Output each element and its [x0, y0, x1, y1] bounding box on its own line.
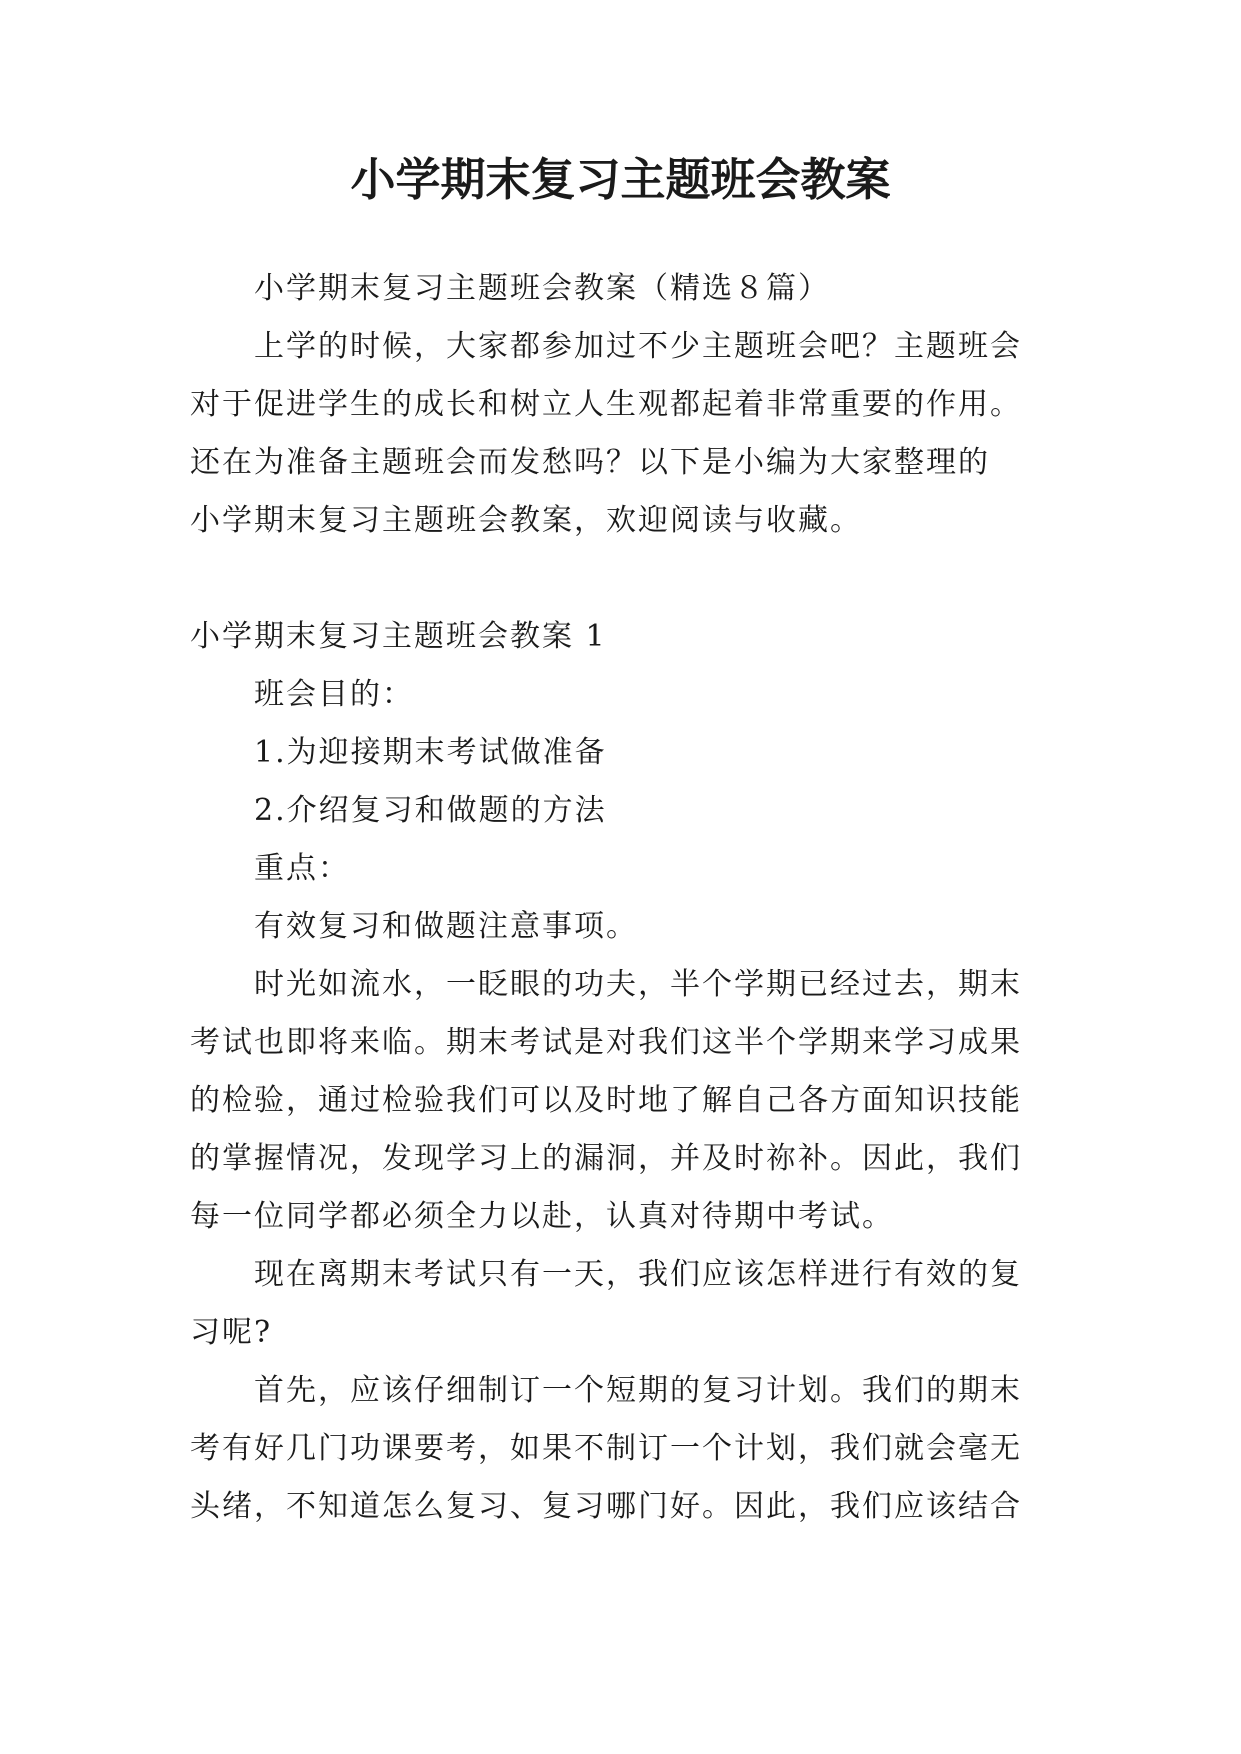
- text-line: 考试也即将来临。期末考试是对我们这半个学期来学习成果: [190, 1025, 1022, 1060]
- document-title: 小学期末复习主题班会教案: [350, 153, 891, 206]
- text-line: 每一位同学都必须全力以赴，认真对待期中考试。: [190, 1199, 894, 1234]
- text-line: 小学期末复习主题班会教案（精选８篇）: [254, 271, 830, 306]
- paragraph-gap: [190, 550, 1060, 608]
- text-line: 小学期末复习主题班会教案，欢迎阅读与收藏。: [190, 503, 862, 538]
- text-line: 重点：: [254, 851, 350, 886]
- text-line: 头绪，不知道怎么复习、复习哪门好。因此，我们应该结合: [190, 1489, 1022, 1524]
- document-body: [190, 260, 1060, 1536]
- text-line: 考有好几门功课要考，如果不制订一个计划，我们就会毫无: [190, 1431, 1022, 1466]
- text-line: 习呢?: [190, 1315, 273, 1350]
- text-line: 2.介绍复习和做题的方法: [254, 793, 607, 828]
- text-line: 首先，应该仔细制订一个短期的复习计划。我们的期末: [254, 1373, 1022, 1408]
- text-line: 还在为准备主题班会而发愁吗？以下是小编为大家整理的: [190, 445, 990, 480]
- text-line: 对于促进学生的成长和树立人生观都起着非常重要的作用。: [190, 387, 1022, 422]
- text-line: 有效复习和做题注意事项。: [254, 909, 638, 944]
- text-line: 时光如流水，一眨眼的功夫，半个学期已经过去，期末: [254, 967, 1022, 1002]
- text-line: 的掌握情况，发现学习上的漏洞，并及时祢补。因此，我们: [190, 1141, 1022, 1176]
- text-line: 现在离期末考试只有一天，我们应该怎样进行有效的复: [254, 1257, 1022, 1292]
- text-line: 班会目的：: [254, 677, 414, 712]
- text-line: 的检验，通过检验我们可以及时地了解自己各方面知识技能: [190, 1083, 1022, 1118]
- text-line: 上学的时候，大家都参加过不少主题班会吧？主题班会: [254, 329, 1022, 364]
- text-line: 小学期末复习主题班会教案 1: [190, 619, 607, 654]
- text-line: 1.为迎接期末考试做准备: [254, 735, 607, 770]
